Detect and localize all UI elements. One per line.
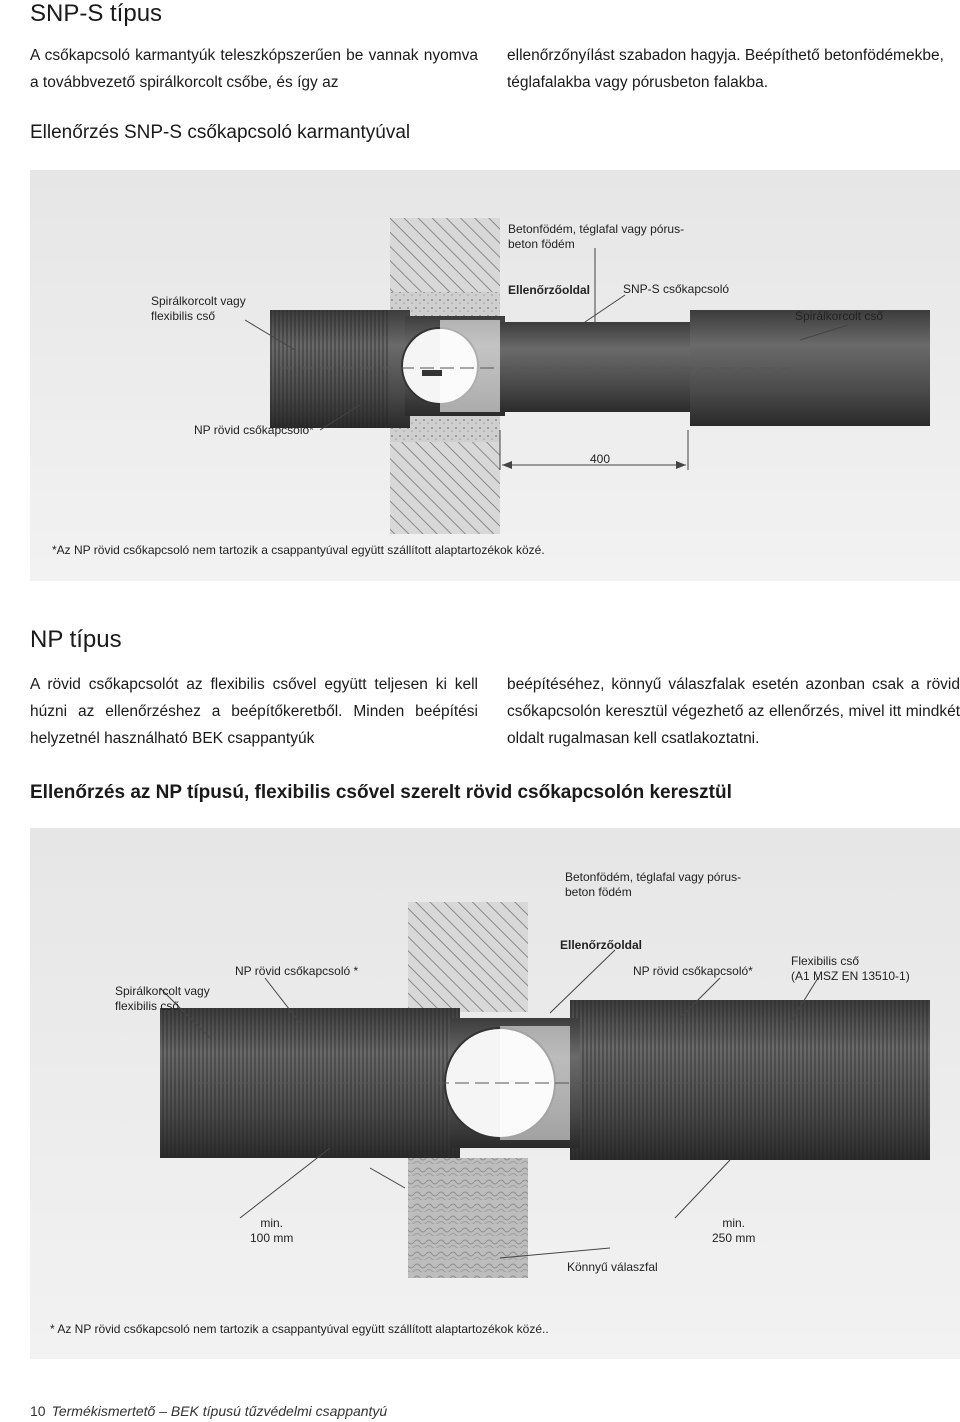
figure2-footnote: * Az NP rövid csőkapcsoló nem tartozik a csappantyúval együtt szállított alaptartozékok közé.. (50, 1322, 549, 1336)
label-snps-coupling: SNP-S csőkapcsoló (623, 282, 730, 296)
footer-text: Termékismertető – BEK típusú tűzvédelmi csappantyú (51, 1403, 388, 1419)
label-light-wall: Könnyű válaszfal (567, 1260, 658, 1274)
page-number: 10 (30, 1403, 46, 1419)
label-flexible-pipe: Flexibilis cső (A1 MSZ EN 13510-1) (791, 954, 910, 983)
label-spiral-left: Spirálkorcolt vagy flexibilis cső (151, 294, 246, 323)
min-distance-right: min. 250 mm (712, 1216, 756, 1245)
figure1-footnote: *Az NP rövid csőkapcsoló nem tartozik a csappantyúval együtt szállított alaptartozékok közé. (52, 543, 545, 557)
figure1-drawing (30, 170, 960, 581)
figure1-panel (30, 170, 960, 581)
dimension-400: 400 (590, 452, 611, 466)
snps-coupling (500, 322, 720, 412)
snps-paragraph-col2: ellenőrzőnyílást szabadon hagyja. Beépíthető betonfödémekbe, téglafalakba vagy pórusbeton falakba. (507, 47, 944, 91)
section-title-snps: SNP-S típus (30, 0, 163, 27)
label-spiral-right: Spirálkorcolt cső (795, 309, 884, 323)
section-title-np: NP típus (30, 626, 122, 653)
label-inspection-side: Ellenőrzőoldal (508, 283, 591, 297)
label-np-left: NP rövid csőkapcsoló * (235, 964, 359, 978)
min-distance-left: min. 100 mm (250, 1216, 294, 1245)
snps-paragraph-col1: A csőkapcsoló karmantyúk teleszkópszerűen be vannak nyomva a továbbvezető spirálkorcolt csőbe, és így az (30, 47, 478, 91)
label-wall: Betonfödém, téglafal vagy pórus- beton födém (565, 870, 742, 899)
label-np-right: NP rövid csőkapcsoló* (633, 964, 753, 978)
label-inspection-side: Ellenőrzőoldal (560, 938, 643, 952)
light-wall (408, 1158, 528, 1278)
label-wall: Betonfödém, téglafal vagy pórus- beton födém (508, 222, 685, 251)
figure2-title: Ellenőrzés az NP típusú, flexibilis csővel szerelt rövid csőkapcsolón keresztül (30, 782, 732, 803)
page-footer (30, 1403, 387, 1419)
label-spiral-left: Spirálkorcolt vagy flexibilis cső (115, 984, 210, 1013)
label-np-coupling: NP rövid csőkapcsoló* (194, 423, 314, 437)
wall-hatch (408, 902, 528, 1012)
np-paragraph-col1: A rövid csőkapcsolót az flexibilis csővel együtt teljesen ki kell húzni az ellenőrzéshez a beépítőkeretből. Minden beépítési helyzetnél használható BEK csappantyúk (30, 676, 478, 747)
figure2-drawing (30, 828, 960, 1359)
figure2-panel (30, 828, 960, 1359)
np-paragraph-col2: beépítéséhez, könnyű válaszfalak esetén azonban csak a rövid csőkapcsolón keresztül végezhető az ellenőrzés, mivel itt mindkét oldalt rugalmasan kell csatlakoztatni. (507, 676, 960, 747)
figure1-title: Ellenőrzés SNP-S csőkapcsoló karmantyúval (30, 122, 411, 143)
